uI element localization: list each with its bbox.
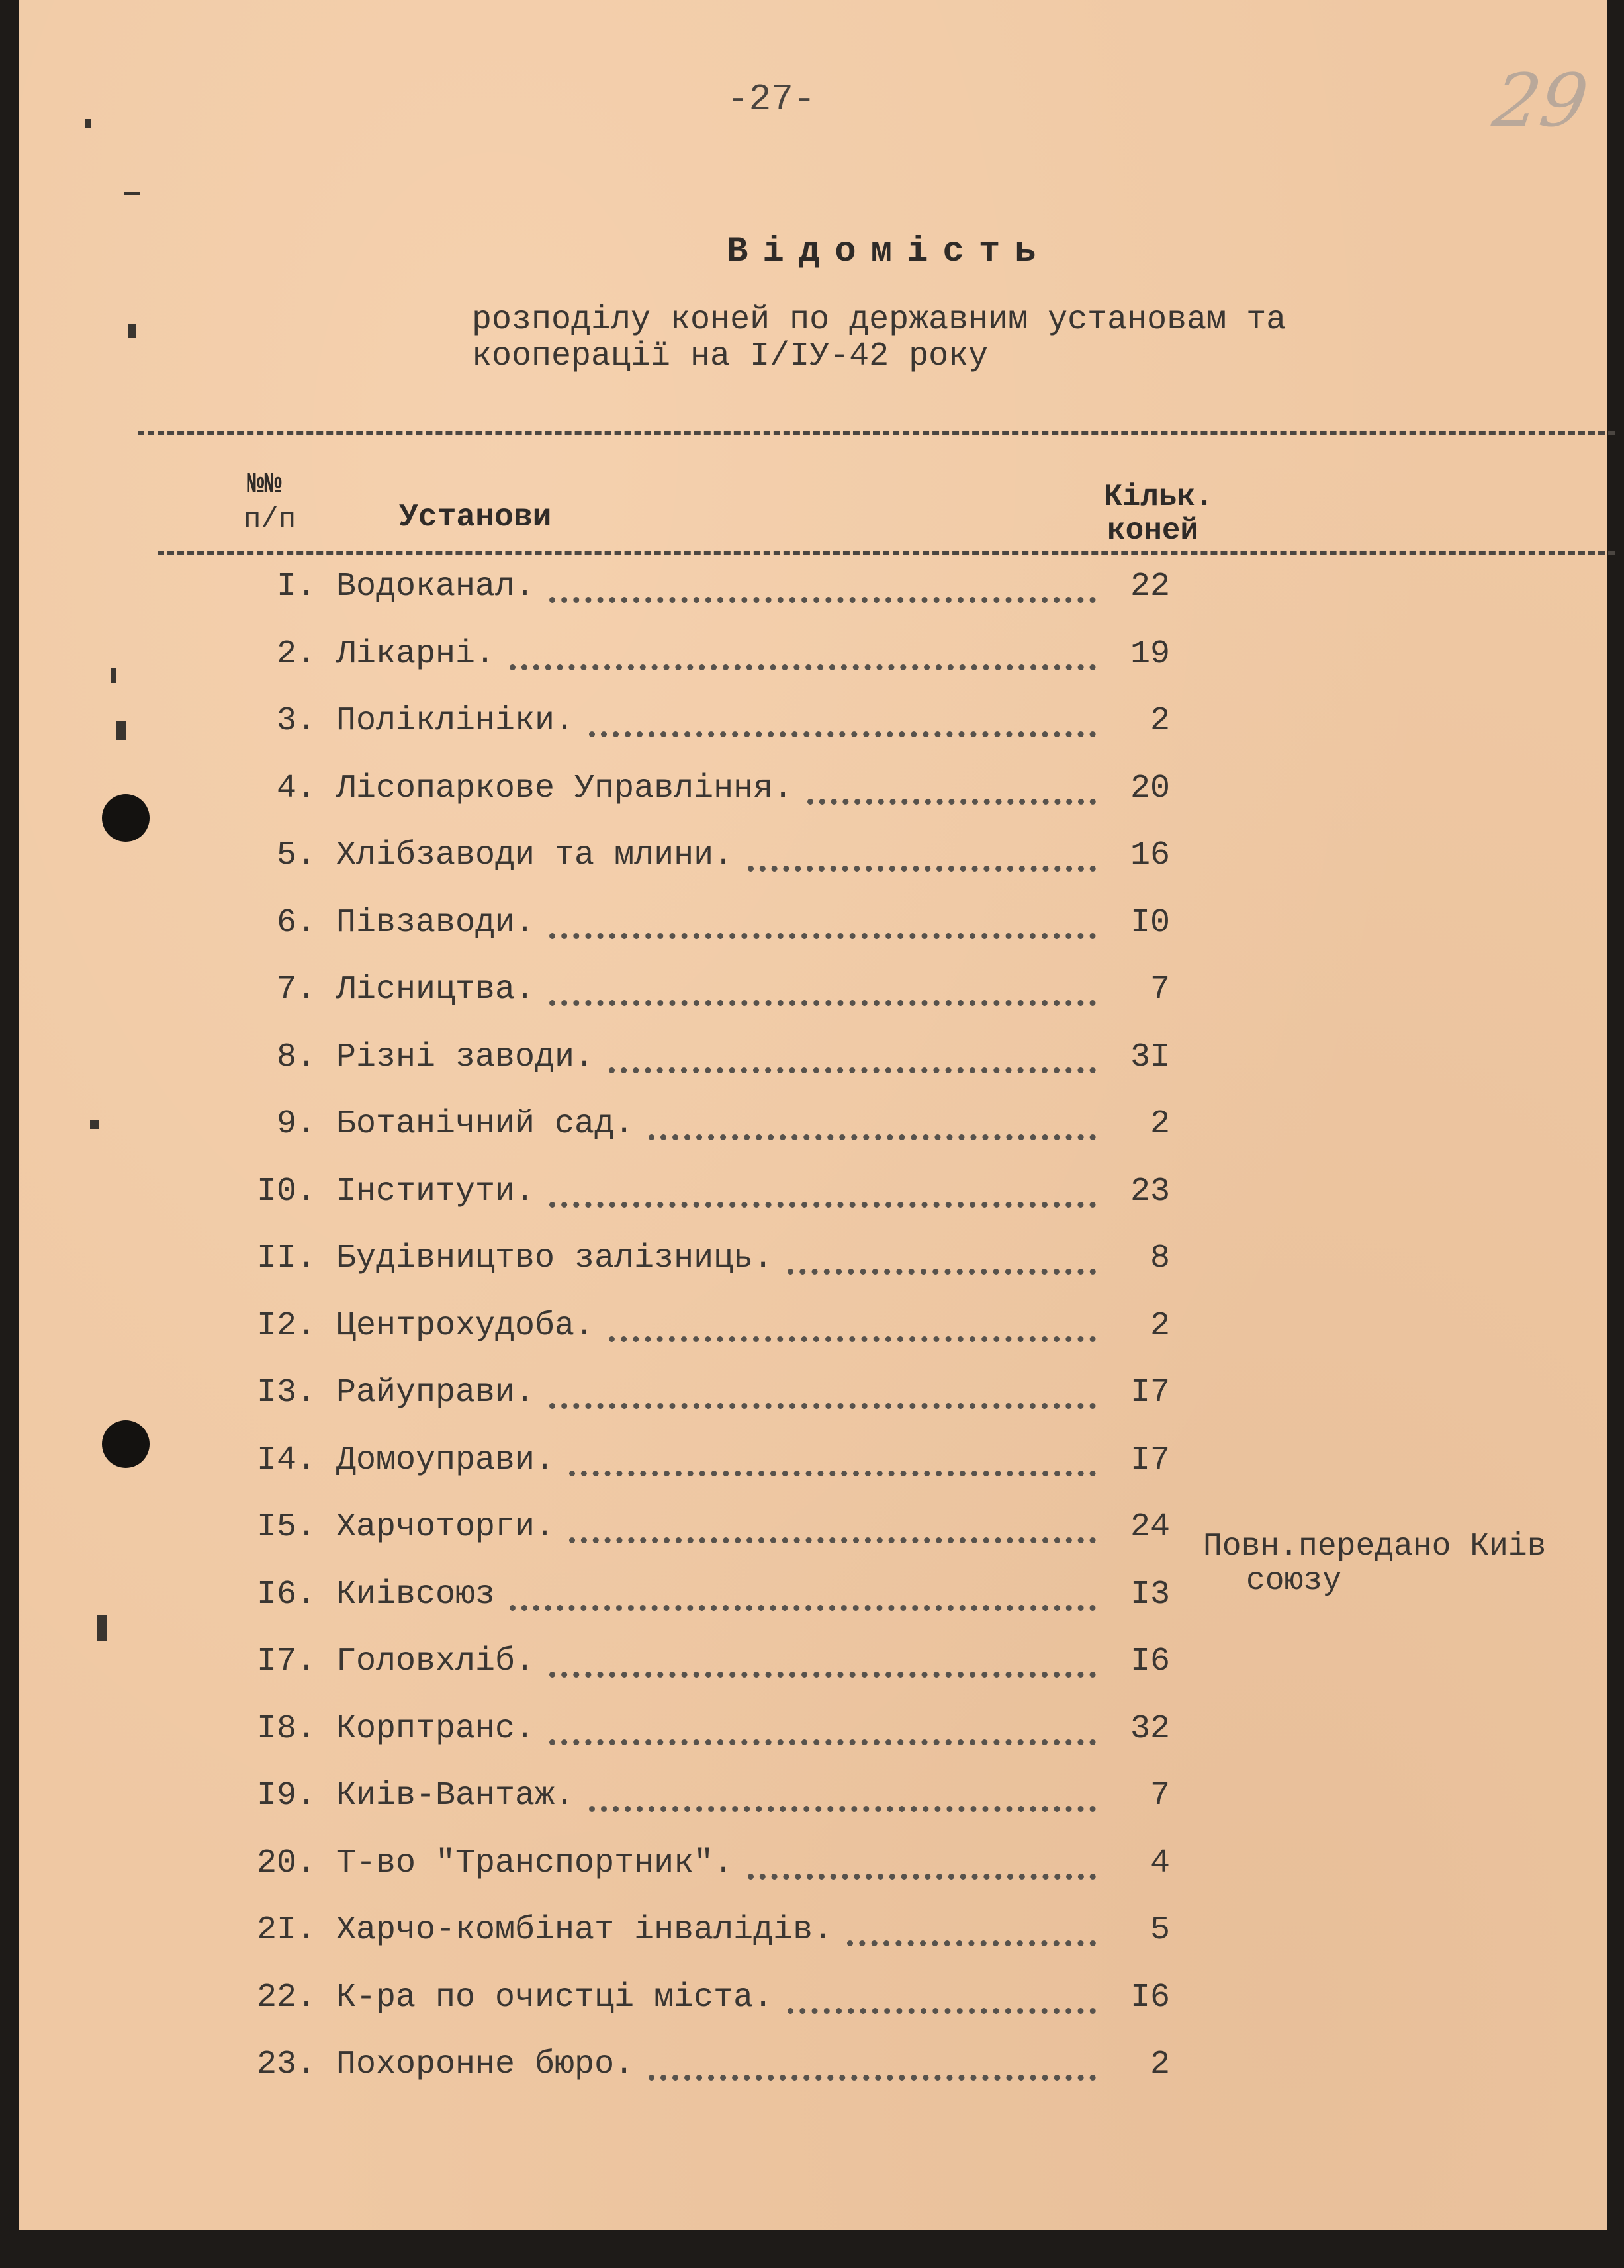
row-number: І2.: [256, 1307, 316, 1345]
row-number: І3.: [256, 1374, 316, 1412]
ink-speck: [111, 668, 116, 683]
subtitle-line-2: кооперації на І/ІУ-42 року: [472, 338, 989, 375]
row-institution: Будівництво залізниць.: [336, 1240, 774, 1277]
leader-dots: [549, 1000, 1096, 1006]
header-number-mark: №№: [247, 469, 282, 502]
binder-hole: [102, 1420, 150, 1468]
row-number: 3.: [276, 702, 316, 740]
row-number: 23.: [256, 2046, 316, 2083]
leader-dots: [569, 1471, 1096, 1476]
row-number: 5.: [276, 837, 316, 874]
row-number: 9.: [276, 1105, 316, 1143]
row-institution: Киів-Вантаж.: [336, 1777, 575, 1815]
row-institution: Т-во "Транспортник".: [336, 1844, 734, 1882]
row-institution: Головхліб.: [336, 1643, 535, 1680]
header-quantity-line-1: Кільк.: [1104, 480, 1214, 514]
header-quantity-line-2: коней: [1107, 514, 1199, 548]
leader-dots: [807, 799, 1096, 805]
row-number: І6.: [256, 1576, 316, 1613]
row-quantity: 16: [1130, 837, 1170, 874]
row-quantity: 23: [1130, 1173, 1170, 1210]
row-quantity: 7: [1150, 971, 1170, 1009]
table-row: [19, 702, 1607, 748]
dashed-rule-top: [138, 431, 1615, 435]
table-row: [19, 1105, 1607, 1152]
table-row: [19, 1844, 1607, 1891]
row-number: 6.: [276, 904, 316, 942]
row-quantity: 19: [1130, 635, 1170, 673]
row-institution: Киівсоюз: [336, 1576, 496, 1613]
row-institution: Корптранс.: [336, 1710, 535, 1748]
row-number: І5.: [256, 1508, 316, 1546]
table-row: [19, 837, 1607, 883]
leader-dots: [748, 866, 1096, 872]
table-row: [19, 635, 1607, 682]
row-number: 8.: [276, 1038, 316, 1076]
table-row: [19, 1576, 1607, 1622]
leader-dots: [788, 1269, 1096, 1275]
row-quantity: 24: [1130, 1508, 1170, 1546]
leader-dots: [549, 1403, 1096, 1409]
row-number: 22.: [256, 1979, 316, 2017]
row-institution: Поліклініки.: [336, 702, 575, 740]
table-row: [19, 1777, 1607, 1823]
row-quantity: 8: [1150, 1240, 1170, 1277]
row-institution: Ботанічний сад.: [336, 1105, 635, 1143]
table-row: [19, 1979, 1607, 2025]
table-row: [19, 1307, 1607, 1353]
row-institution: Домоуправи.: [336, 1441, 555, 1479]
row-number: 4.: [276, 770, 316, 807]
header-institutions: Установи: [399, 500, 552, 535]
row-number: 20.: [256, 1844, 316, 1882]
leader-dots: [510, 1605, 1096, 1611]
document-page: [19, 0, 1607, 2230]
row-quantity: 22: [1130, 568, 1170, 606]
row-quantity: І7: [1130, 1441, 1170, 1479]
row-institution: Хлібзаводи та млини.: [336, 837, 734, 874]
row-quantity: 2: [1150, 1307, 1170, 1345]
dashed-rule-header: [158, 551, 1615, 555]
subtitle-line-1: розподілу коней по державним установам та: [472, 301, 1286, 339]
header-number-label: п/п: [244, 503, 296, 536]
row-quantity: 2: [1150, 1105, 1170, 1143]
table-row: [19, 1240, 1607, 1286]
row-quantity: 2: [1150, 2046, 1170, 2083]
ink-speck: [90, 1120, 99, 1129]
row-quantity: 3І: [1130, 1038, 1170, 1076]
leader-dots: [589, 731, 1096, 737]
table-row: [19, 1710, 1607, 1756]
ink-speck: [116, 721, 126, 740]
table-row: [19, 1911, 1607, 1958]
row-number: 2І.: [256, 1911, 316, 1949]
leader-dots: [549, 597, 1096, 603]
ink-speck: [128, 324, 136, 338]
row-number: ІІ.: [256, 1240, 316, 1277]
leader-dots: [569, 1537, 1096, 1543]
ink-speck: [85, 119, 91, 128]
row-quantity: 4: [1150, 1844, 1170, 1882]
archive-page-number: 29: [1488, 58, 1593, 143]
row-institution: Харчоторги.: [336, 1508, 555, 1546]
note-line-2: союзу: [1246, 1563, 1342, 1599]
table-row: [19, 904, 1607, 950]
row-number: І.: [276, 568, 316, 606]
row-institution: Лікарні.: [336, 635, 496, 673]
row-number: 2.: [276, 635, 316, 673]
leader-dots: [549, 1739, 1096, 1745]
row-quantity: І0: [1130, 904, 1170, 942]
ink-speck: [124, 192, 140, 195]
row-quantity: 32: [1130, 1710, 1170, 1748]
row-number: 7.: [276, 971, 316, 1009]
leader-dots: [609, 1336, 1096, 1342]
table-row: [19, 568, 1607, 614]
leader-dots: [788, 2008, 1096, 2014]
row-institution: Лісництва.: [336, 971, 535, 1009]
row-number: І9.: [256, 1777, 316, 1815]
leader-dots: [589, 1806, 1096, 1812]
table-row: [19, 971, 1607, 1017]
row-quantity: 5: [1150, 1911, 1170, 1949]
row-institution: Півзаводи.: [336, 904, 535, 942]
row-quantity: 20: [1130, 770, 1170, 807]
leader-dots: [748, 1874, 1096, 1880]
row-quantity: І7: [1130, 1374, 1170, 1412]
row-number: І4.: [256, 1441, 316, 1479]
table-row: [19, 2046, 1607, 2092]
table-row: [19, 1643, 1607, 1689]
row-number: І8.: [256, 1710, 316, 1748]
row-institution: Центрохудоба.: [336, 1307, 595, 1345]
row-number: І7.: [256, 1643, 316, 1680]
leader-dots: [609, 1067, 1096, 1073]
note-line-1: Повн.передано Киів: [1203, 1529, 1547, 1565]
leader-dots: [549, 1672, 1096, 1678]
row-institution: Лісопаркове Управління.: [336, 770, 793, 807]
row-quantity: 2: [1150, 702, 1170, 740]
row-quantity: 7: [1150, 1777, 1170, 1815]
table-row: [19, 1441, 1607, 1488]
leader-dots: [847, 1940, 1096, 1946]
row-quantity: І6: [1130, 1979, 1170, 2017]
document-title: Відомість: [727, 232, 1051, 272]
row-institution: Харчо-комбінат інвалідів.: [336, 1911, 833, 1949]
leader-dots: [510, 664, 1096, 670]
row-institution: Райуправи.: [336, 1374, 535, 1412]
row-institution: К-ра по очистці міста.: [336, 1979, 774, 2017]
row-institution: Водоканал.: [336, 568, 535, 606]
row-institution: Різні заводи.: [336, 1038, 595, 1076]
leader-dots: [649, 2075, 1096, 2081]
table-row: [19, 1374, 1607, 1420]
ink-speck: [97, 1615, 107, 1641]
leader-dots: [649, 1134, 1096, 1140]
table-row: [19, 1038, 1607, 1085]
row-institution: Похоронне бюро.: [336, 2046, 635, 2083]
row-number: І0.: [256, 1173, 316, 1210]
leader-dots: [549, 1202, 1096, 1208]
table-row: [19, 1173, 1607, 1219]
binder-hole: [102, 794, 150, 842]
leader-dots: [549, 933, 1096, 939]
row-quantity: І3: [1130, 1576, 1170, 1613]
page-number: -27-: [727, 78, 816, 120]
table-row: [19, 770, 1607, 816]
row-institution: Інститути.: [336, 1173, 535, 1210]
row-quantity: І6: [1130, 1643, 1170, 1680]
